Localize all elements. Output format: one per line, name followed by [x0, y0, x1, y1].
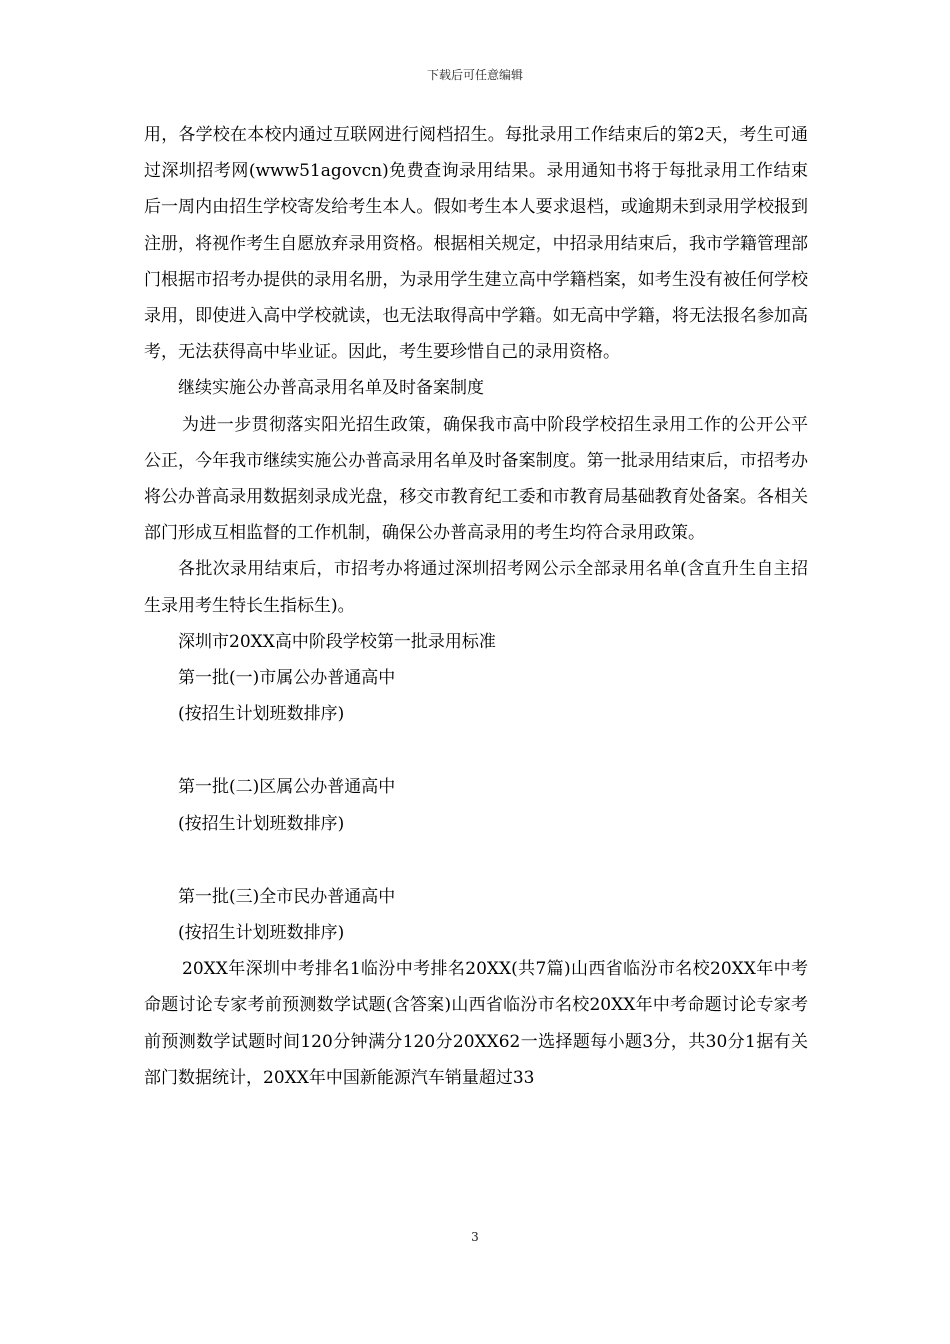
paragraph-publicity: 各批次录用结束后，市招考办将通过深圳招考网公示全部录用名单(含直升生自主招生录用考生特长生指标生)。: [144, 559, 808, 616]
page-header: 下载后可任意编辑: [426, 68, 523, 82]
section-heading-standards: 深圳市20XX高中阶段学校第一批录用标准: [178, 631, 496, 652]
batch-1-city-public-note: (按招生计划班数排序): [178, 704, 345, 725]
document-body: [144, 117, 808, 1096]
blank-gap: [144, 842, 808, 879]
paragraph-exam-ranking: 20XX年深圳中考排名1临汾中考排名20XX(共7篇)山西省临汾市名校20XX年中考命题讨论专家考前预测数学试题(含答案)山西省临汾市名校20XX年中考命题讨论专家考前预测数学试题时间120分钟满分120分20XX62一选择题每小题3分，共30分1据有关部门数据统计，20XX年中国新能源汽车销量超过33: [144, 959, 808, 1088]
blank-gap: [144, 732, 808, 769]
batch-1-district-public: 第一批(二)区属公办普通高中: [178, 777, 396, 798]
batch-1-private-note: (按招生计划班数排序): [178, 923, 345, 944]
batch-1-district-public-note: (按招生计划班数排序): [178, 813, 345, 834]
batch-1-private: 第一批(三)全市民办普通高中: [178, 886, 396, 907]
batch-1-city-public: 第一批(一)市属公办普通高中: [178, 668, 396, 689]
section-heading-filing: 继续实施公办普高录用名单及时备案制度: [178, 378, 484, 399]
paragraph-filing-system: 为进一步贯彻落实阳光招生政策，确保我市高中阶段学校招生录用工作的公开公平公正，今年我市继续实施公办普高录用名单及时备案制度。第一批录用结束后，市招考办将公办普高录用数据刻录成光盘，移交市教育纪工委和市教育局基础教育处备案。各相关部门形成互相监督的工作机制，确保公办普高录用的考生均符合录用政策。: [144, 414, 808, 544]
page-number: 3: [471, 1230, 479, 1244]
paragraph-enrollment-results: 用，各学校在本校内通过互联网进行阅档招生。每批录用工作结束后的第2天，考生可通过深圳招考网(www51agovcn)免费查询录用结果。录用通知书将于每批录用工作结束后一周内由招生学校寄发给考生本人。假如考生本人要求退档，或逾期未到录用学校报到注册，将视作考生自愿放弃录用资格。根据相关规定，中招录用结束后，我市学籍管理部门根据市招考办提供的录用名册，为录用学生建立高中学籍档案，如考生没有被任何学校录用，即使进入高中学校就读，也无法取得高中学籍。如无高中学籍，将无法报名参加高考，无法获得高中毕业证。因此，考生要珍惜自己的录用资格。: [144, 125, 808, 363]
